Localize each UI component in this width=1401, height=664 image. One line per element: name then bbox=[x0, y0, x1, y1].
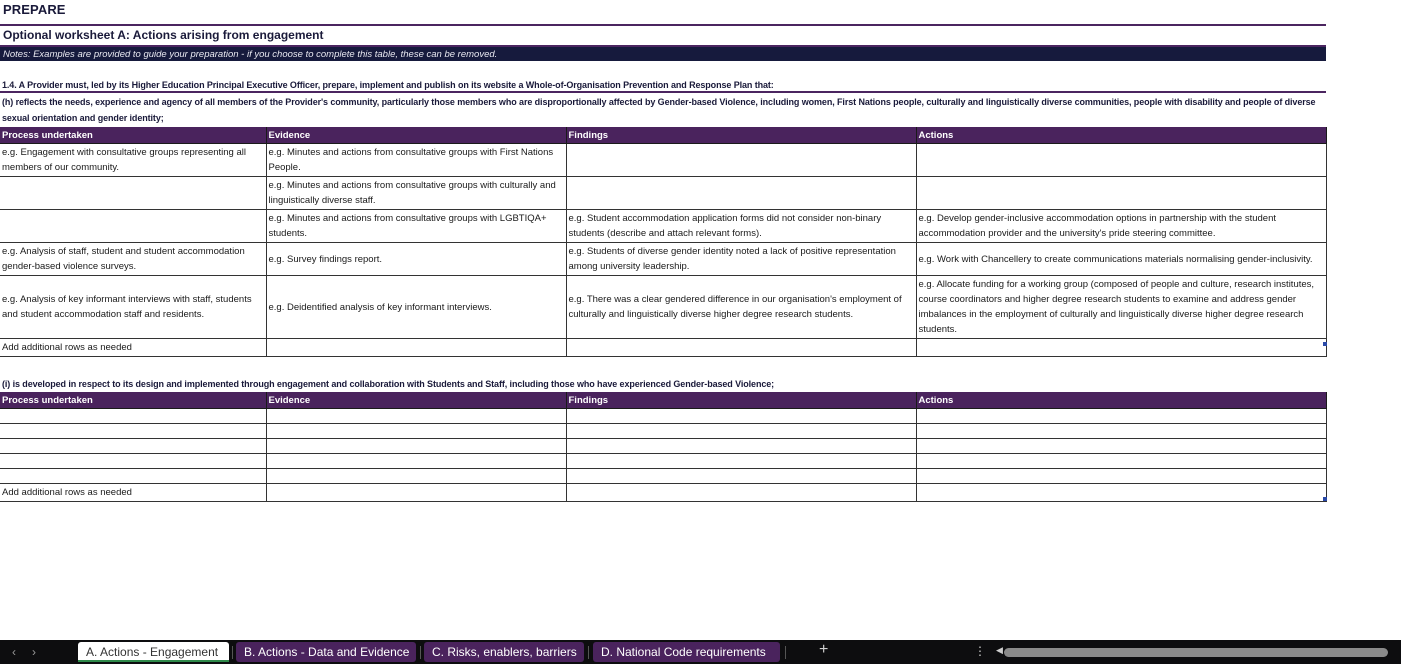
table-row bbox=[0, 424, 1326, 439]
cell-actions[interactable] bbox=[916, 177, 1326, 210]
worksheet-title: Optional worksheet A: Actions arising from engagement bbox=[3, 28, 324, 42]
column-header-evidence[interactable]: Evidence bbox=[266, 392, 566, 409]
table-row-add-more bbox=[0, 339, 1326, 357]
cell-actions[interactable]: e.g. Develop gender-inclusive accommodation options in partnership with the student accommodation provider and the university's pride steering committee. bbox=[916, 210, 1326, 243]
cell-findings[interactable] bbox=[566, 144, 916, 177]
requirement-heading: 1.4. A Provider must, led by its Higher Education Principal Executive Officer, prepare, implement and publish on its website a Whole-of-Organisation Prevention and Response Plan that: bbox=[2, 80, 774, 90]
table-row bbox=[0, 439, 1326, 454]
sheet-tab-b-actions-data-evidence[interactable]: B. Actions - Data and Evidence bbox=[236, 642, 416, 662]
table-resize-handle[interactable] bbox=[1323, 497, 1327, 501]
cell-evidence[interactable]: e.g. Minutes and actions from consultative groups with First Nations People. bbox=[266, 144, 566, 177]
cell-evidence[interactable] bbox=[266, 469, 566, 484]
table-row bbox=[0, 144, 1326, 177]
cell-actions[interactable]: e.g. Work with Chancellery to create communications materials normalising gender-inclusivity. bbox=[916, 243, 1326, 276]
cell-evidence[interactable]: e.g. Deidentified analysis of key informant interviews. bbox=[266, 276, 566, 339]
column-header-findings[interactable]: Findings bbox=[566, 127, 916, 144]
table-row bbox=[0, 469, 1326, 484]
cell-evidence[interactable] bbox=[266, 339, 566, 357]
cell-actions[interactable] bbox=[916, 454, 1326, 469]
cell-findings[interactable]: e.g. Students of diverse gender identity noted a lack of positive representation among university leadership. bbox=[566, 243, 916, 276]
cell-findings[interactable] bbox=[566, 454, 916, 469]
cell-actions[interactable] bbox=[916, 484, 1326, 502]
cell-findings[interactable] bbox=[566, 484, 916, 502]
cell-process[interactable] bbox=[0, 454, 266, 469]
table-row bbox=[0, 409, 1326, 424]
table-header-row bbox=[0, 392, 1326, 409]
cell-actions[interactable] bbox=[916, 424, 1326, 439]
column-header-findings[interactable]: Findings bbox=[566, 392, 916, 409]
column-header-evidence[interactable]: Evidence bbox=[266, 127, 566, 144]
divider bbox=[0, 24, 1326, 26]
notes-banner: Notes: Examples are provided to guide your preparation - if you choose to complete this table, these can be removed. bbox=[0, 45, 1326, 61]
cell-process[interactable] bbox=[0, 424, 266, 439]
engagement-table-i bbox=[0, 392, 1327, 502]
table-row bbox=[0, 243, 1326, 276]
cell-actions[interactable] bbox=[916, 144, 1326, 177]
cell-evidence[interactable] bbox=[266, 454, 566, 469]
cell-actions[interactable] bbox=[916, 409, 1326, 424]
more-options-icon[interactable]: ⋮ bbox=[974, 644, 986, 658]
cell-findings[interactable]: e.g. There was a clear gendered difference in our organisation's employment of culturally and linguistically diverse higher degree research students. bbox=[566, 276, 916, 339]
table-row bbox=[0, 177, 1326, 210]
cell-findings[interactable]: e.g. Student accommodation application forms did not consider non-binary students (describe and attach relevant forms). bbox=[566, 210, 916, 243]
cell-evidence[interactable]: e.g. Minutes and actions from consultative groups with culturally and linguistically diverse staff. bbox=[266, 177, 566, 210]
cell-actions[interactable] bbox=[916, 339, 1326, 357]
column-header-actions[interactable]: Actions bbox=[916, 392, 1326, 409]
cell-process[interactable]: Add additional rows as needed bbox=[0, 339, 266, 357]
cell-findings[interactable] bbox=[566, 424, 916, 439]
cell-process[interactable]: e.g. Analysis of staff, student and student accommodation gender-based violence surveys. bbox=[0, 243, 266, 276]
cell-findings[interactable] bbox=[566, 409, 916, 424]
section-label: PREPARE bbox=[3, 2, 66, 17]
next-sheet-icon[interactable]: › bbox=[32, 645, 36, 659]
cell-evidence[interactable] bbox=[266, 409, 566, 424]
engagement-table-h bbox=[0, 127, 1327, 357]
cell-process[interactable] bbox=[0, 469, 266, 484]
requirement-i-text: (i) is developed in respect to its design and implemented through engagement and collaboration with Students and Staff, including those who have experienced Gender-based Violence; bbox=[2, 379, 775, 389]
cell-findings[interactable] bbox=[566, 469, 916, 484]
table-row-add-more bbox=[0, 484, 1326, 502]
cell-process[interactable] bbox=[0, 177, 266, 210]
divider bbox=[0, 91, 1326, 93]
cell-evidence[interactable]: e.g. Survey findings report. bbox=[266, 243, 566, 276]
table-row bbox=[0, 454, 1326, 469]
cell-process[interactable] bbox=[0, 210, 266, 243]
cell-findings[interactable] bbox=[566, 177, 916, 210]
table-resize-handle[interactable] bbox=[1323, 342, 1327, 346]
cell-findings[interactable] bbox=[566, 339, 916, 357]
cell-process[interactable] bbox=[0, 409, 266, 424]
sheet-tab-a-actions-engagement[interactable]: A. Actions - Engagement bbox=[78, 642, 229, 662]
cell-actions[interactable] bbox=[916, 439, 1326, 454]
tab-separator bbox=[785, 646, 786, 659]
cell-process[interactable]: Add additional rows as needed bbox=[0, 484, 266, 502]
add-sheet-icon[interactable]: + bbox=[819, 641, 829, 658]
cell-findings[interactable] bbox=[566, 439, 916, 454]
requirement-h-text: (h) reflects the needs, experience and agency of all members of the Provider's community, particularly those members who are disproportionally affected by Gender-based Violence, including women, First Nations people, culturally and linguistically diverse communities, people with disability and people of diverse sexual orientation and gender identity; bbox=[2, 97, 1316, 123]
cell-actions[interactable] bbox=[916, 469, 1326, 484]
sheet-tab-bar bbox=[0, 640, 1401, 664]
tab-separator bbox=[588, 646, 589, 659]
column-header-process[interactable]: Process undertaken bbox=[0, 127, 266, 144]
sheet-tab-c-risks-enablers-barriers[interactable]: C. Risks, enablers, barriers bbox=[424, 642, 584, 662]
table-row bbox=[0, 210, 1326, 243]
cell-process[interactable] bbox=[0, 439, 266, 454]
cell-evidence[interactable]: e.g. Minutes and actions from consultative groups with LGBTIQA+ students. bbox=[266, 210, 566, 243]
scroll-left-icon[interactable]: ◀ bbox=[996, 645, 1003, 655]
sheet-tab-d-national-code-requirements[interactable]: D. National Code requirements bbox=[593, 642, 780, 662]
cell-process[interactable]: e.g. Engagement with consultative groups representing all members of our community. bbox=[0, 144, 266, 177]
tab-separator bbox=[232, 646, 233, 659]
table-row bbox=[0, 276, 1326, 339]
cell-process[interactable]: e.g. Analysis of key informant interviews with staff, students and student accommodation staff and residents. bbox=[0, 276, 266, 339]
horizontal-scrollbar[interactable] bbox=[1004, 648, 1388, 657]
table-header-row bbox=[0, 127, 1326, 144]
cell-evidence[interactable] bbox=[266, 484, 566, 502]
prev-sheet-icon[interactable]: ‹ bbox=[12, 645, 16, 659]
tab-separator bbox=[420, 646, 421, 659]
column-header-actions[interactable]: Actions bbox=[916, 127, 1326, 144]
cell-actions[interactable]: e.g. Allocate funding for a working group (composed of people and culture, research institutes, course coordinators and higher degree research students to examine and address gender imbalances in the employment of culturally and linguistically diverse higher degree research students. bbox=[916, 276, 1326, 339]
cell-evidence[interactable] bbox=[266, 424, 566, 439]
cell-evidence[interactable] bbox=[266, 439, 566, 454]
column-header-process[interactable]: Process undertaken bbox=[0, 392, 266, 409]
